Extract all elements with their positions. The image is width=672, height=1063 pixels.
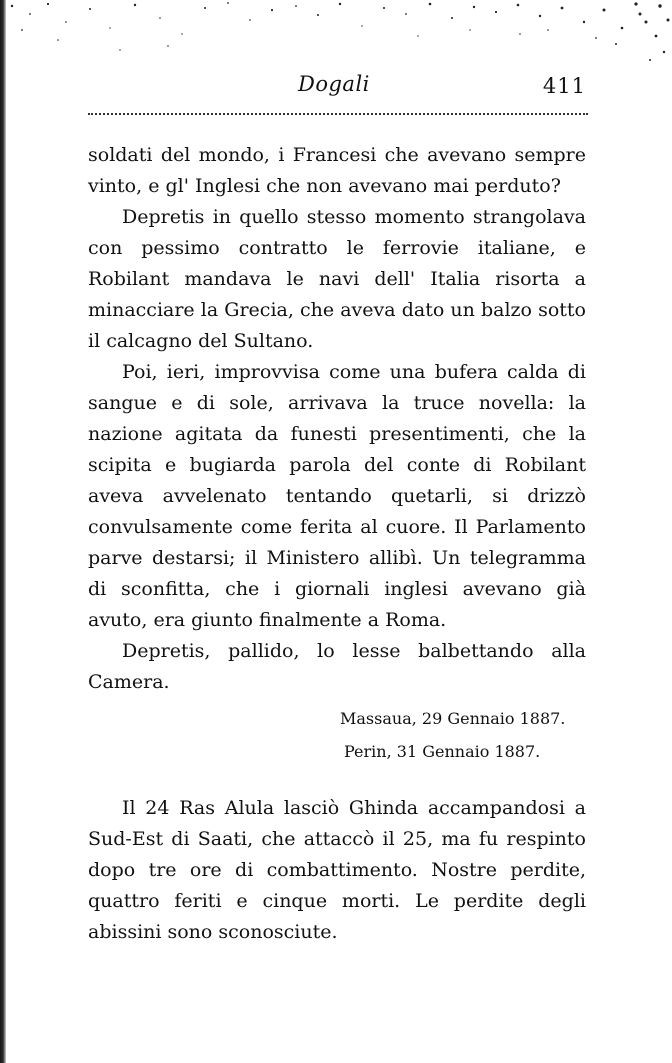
paragraph-continued: soldati del mondo, i Francesi che avevano sempre vinto, e gl' Inglesi che non avevano mai perduto? xyxy=(88,144,586,197)
paragraph: Depretis in quello stesso momento strangolava con pessimo contratto le ferrovie italiane, e Robilant mandava le navi dell' Italia risorta a minacciare la Grecia, che aveva dato un balzo sotto il calcagno del Sultano. xyxy=(88,206,586,352)
body-text xyxy=(88,140,586,698)
page-header xyxy=(88,64,586,104)
paragraph: Poi, ieri, improvvisa come una bufera calda di sangue e di sole, arrivava la truce novella: la nazione agitata da funesti presentimenti, che la scipita e bugiarda parola del conte di Robilant aveva avvelenato tentando quetarli, si drizzò convulsamente come ferita al cuore. Il Parlamento parve destarsi; il Ministero allibì. Un telegramma di sconfitta, che i giornali inglesi avevano già avuto, era giunto finalmente a Roma. xyxy=(88,361,586,631)
running-title: Dogali xyxy=(298,72,370,96)
closing-paragraph: Il 24 Ras Alula lasciò Ghinda accampandosi a Sud-Est di Saati, che attaccò il 25, ma fu respinto dopo tre ore di combattimento. Nostre perdite, quattro feriti e cinque morti. Le perdite degli abissini sono sconosciute. xyxy=(88,797,586,943)
signature-line: Perin, 31 Gennaio 1887. xyxy=(344,742,541,761)
binding-edge xyxy=(0,0,6,1063)
header-divider xyxy=(88,113,588,115)
signature-line: Massaua, 29 Gennaio 1887. xyxy=(340,709,566,728)
signature-block xyxy=(340,702,590,768)
paragraph: Depretis, pallido, lo lesse balbettando alla Camera. xyxy=(88,640,586,693)
page-number: 411 xyxy=(542,74,586,98)
